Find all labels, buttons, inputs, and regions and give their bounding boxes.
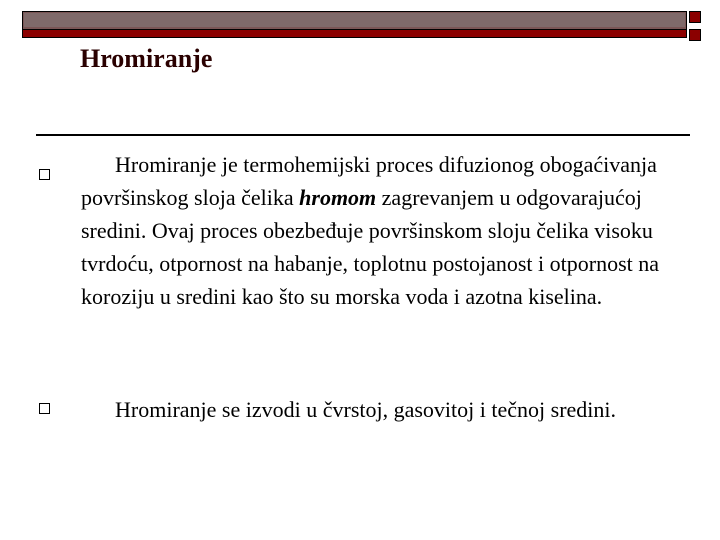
bullet-paragraph-2 — [81, 393, 691, 426]
hollow-square-bullet-icon — [39, 169, 50, 180]
slide-title: Hromiranje — [80, 44, 213, 73]
title-divider — [36, 134, 690, 136]
hollow-square-bullet-icon — [39, 403, 50, 414]
header-corner-square-bottom — [689, 29, 701, 41]
header-accent-bar — [22, 29, 687, 38]
bullet-1-emphasis: hromom — [299, 185, 377, 210]
header-corner-square-top — [689, 11, 701, 23]
header-bar-inner — [24, 13, 685, 27]
bullet-2-text: Hromiranje se izvodi u čvrstoj, gasovitoj i tečnoj sredini. — [115, 397, 617, 422]
bullet-1-text-after: zagrevanjem u odgovarajućoj sredini. Ovaj proces obezbeđuje površinskom sloju čelika visoku tvrdoću, otpornost na habanje, toplotnu postojanost i otpornost na koroziju u sredini kao što su morska voda i azotna kiselina. — [81, 185, 660, 309]
bullet-1-text-before: Hromiranje je termohemijski proces difuzionog obogaćivanja površinskog sloja čelika — [81, 152, 657, 210]
bullet-paragraph-1 — [81, 148, 691, 313]
